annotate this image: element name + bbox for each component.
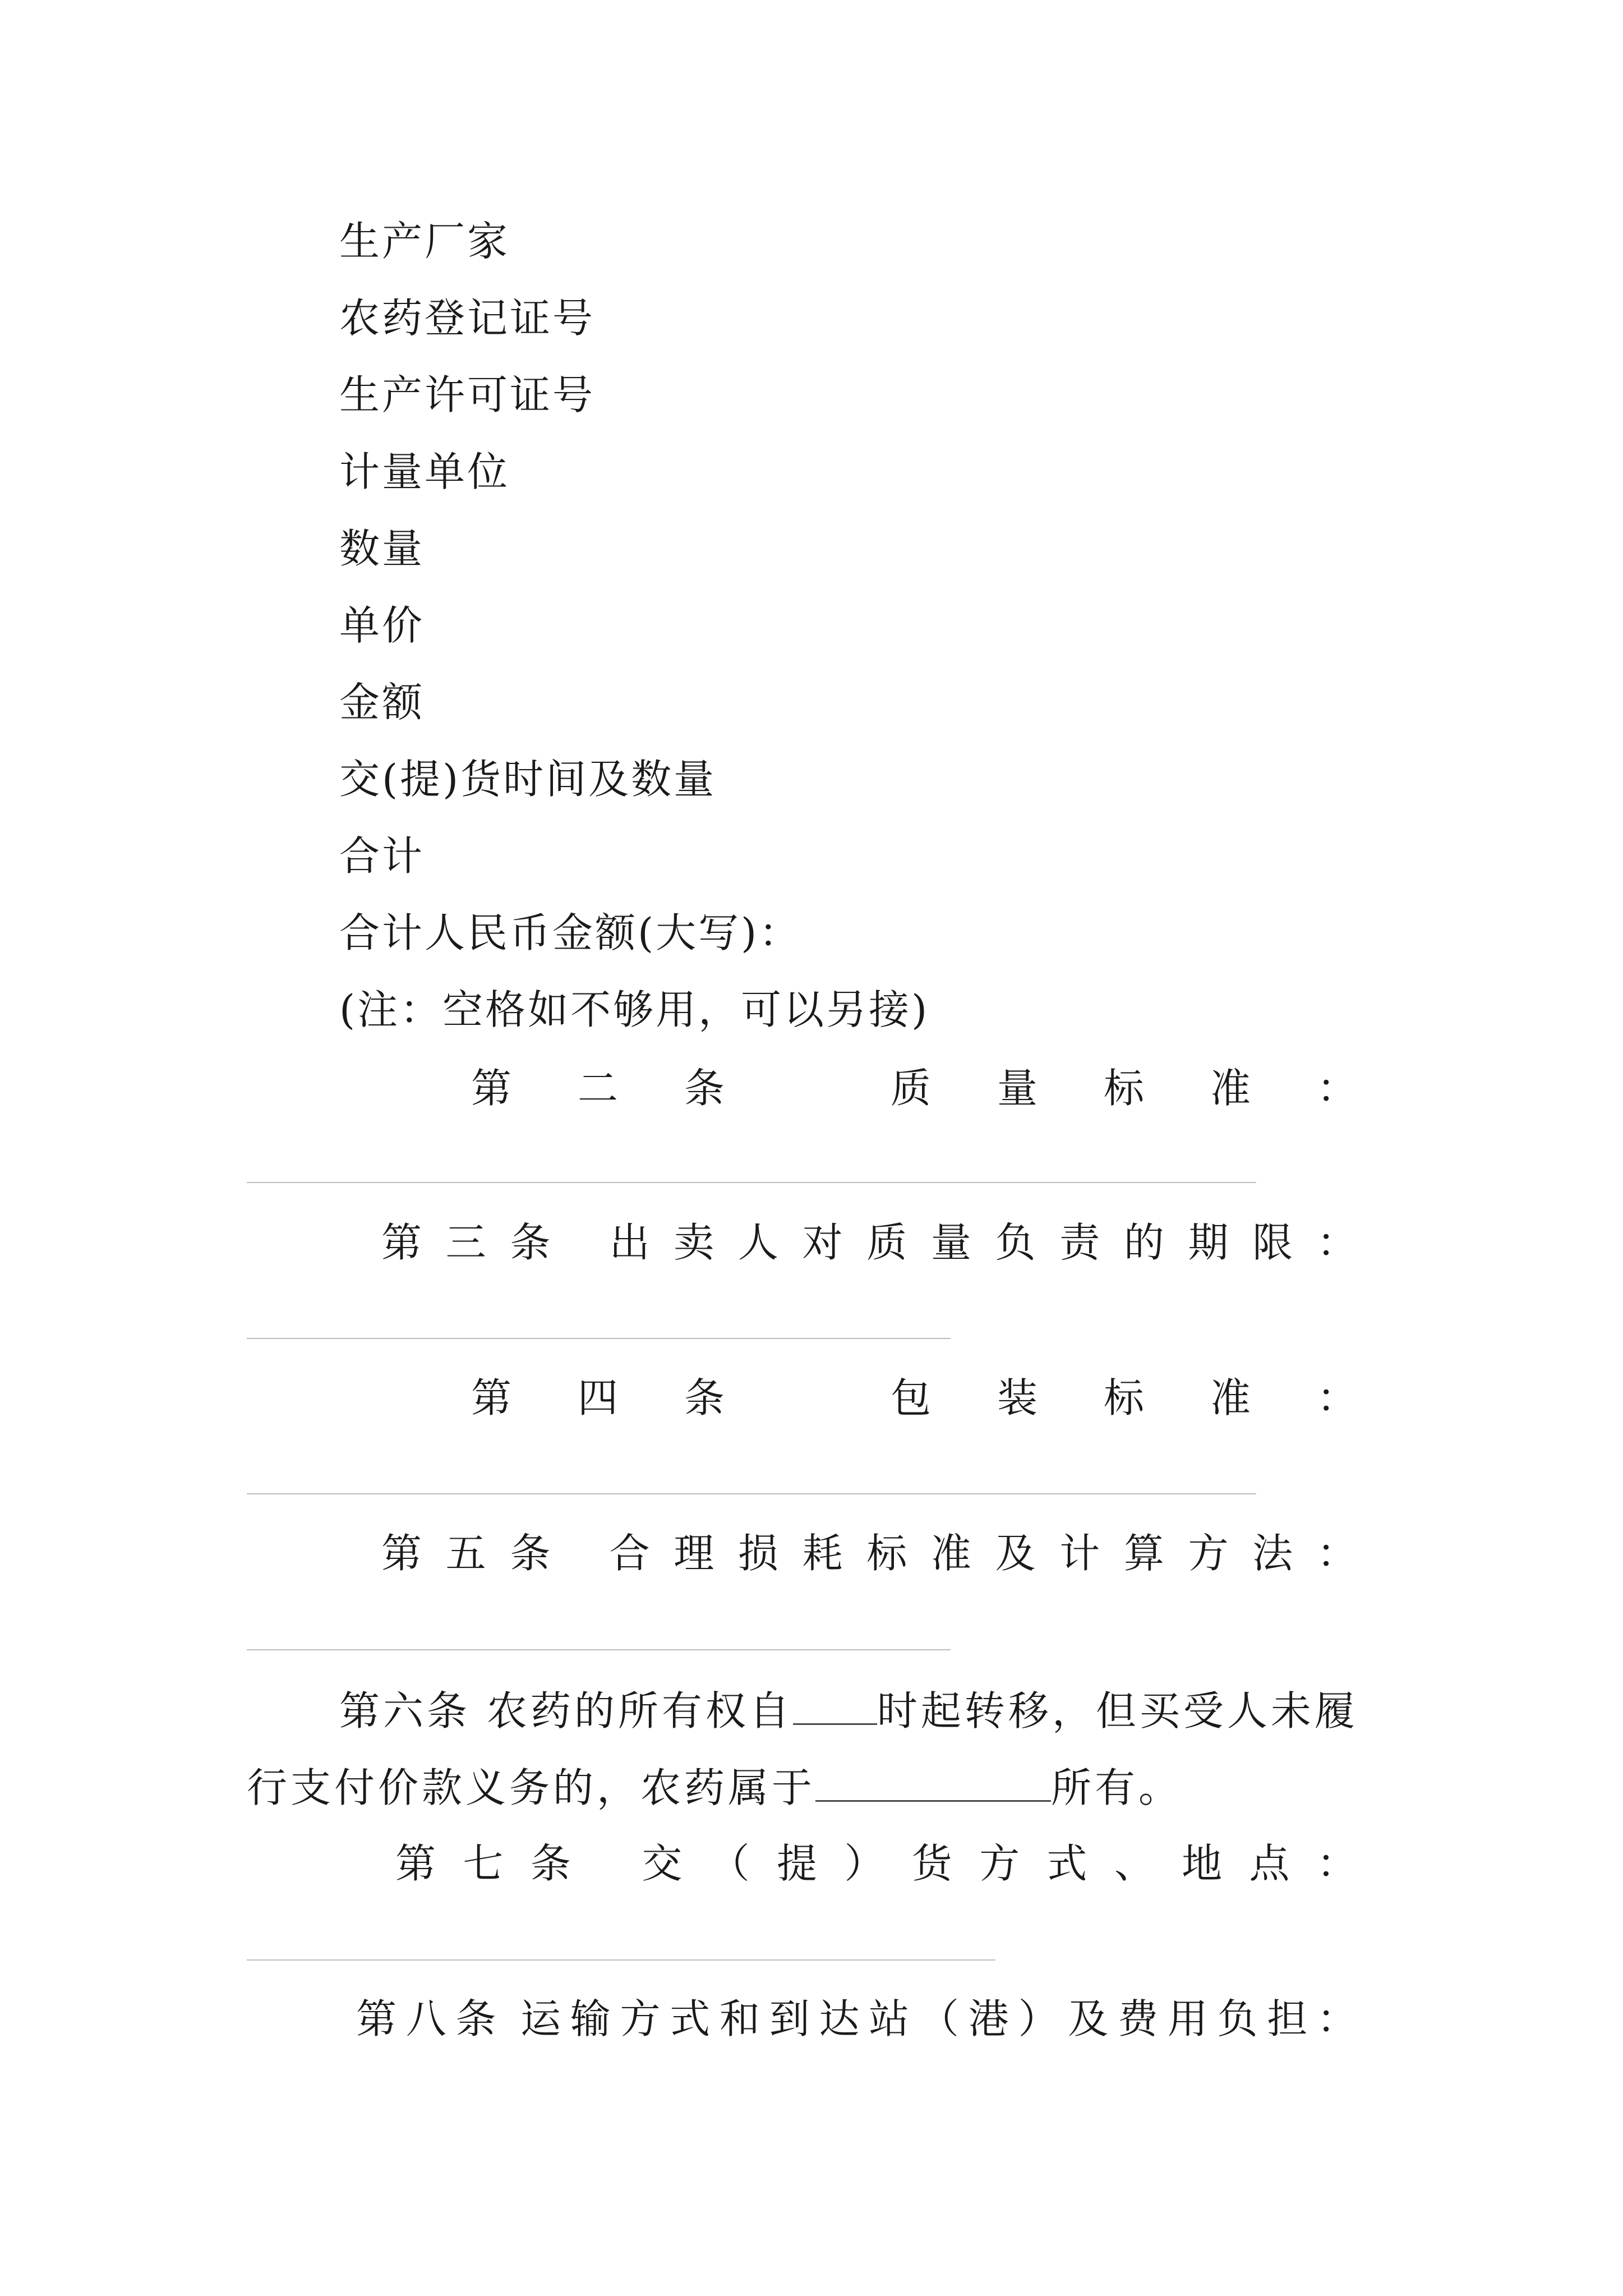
- char: 标: [866, 1530, 907, 1577]
- char: 点: [1249, 1840, 1290, 1887]
- char: 到: [769, 1995, 810, 2042]
- char: 标: [1103, 1374, 1144, 1421]
- char: ：: [1316, 1995, 1357, 2042]
- char: 准: [1210, 1065, 1251, 1112]
- char: 条: [455, 1995, 496, 2042]
- char: ）: [1018, 1995, 1059, 2042]
- char: 对: [802, 1219, 843, 1266]
- char: 用: [1167, 1995, 1208, 2042]
- char: 输: [570, 1995, 611, 2042]
- field-total: 合计: [339, 832, 425, 880]
- char: 港: [968, 1995, 1009, 2042]
- field-unit: 计量单位: [339, 448, 510, 495]
- char: 理: [674, 1530, 714, 1577]
- field-delivery-time: 交(提)货时间及数量: [339, 756, 717, 803]
- char: 卖: [674, 1219, 714, 1266]
- char: 条: [684, 1374, 725, 1421]
- char: 条: [510, 1219, 551, 1266]
- char: 货: [911, 1840, 952, 1887]
- char: 五: [445, 1530, 486, 1577]
- char: 出: [609, 1219, 650, 1266]
- note-extra-space: (注：空格如不够用，可以另接): [339, 986, 930, 1033]
- article-6-text: 行支付价款义务的，农药属于: [247, 1764, 816, 1811]
- fill-in-line: [247, 1959, 995, 1961]
- char: 计: [1059, 1530, 1100, 1577]
- field-amount: 金额: [339, 679, 425, 726]
- char: 二: [578, 1065, 619, 1112]
- char: 装: [997, 1374, 1038, 1421]
- char: 交: [642, 1840, 683, 1887]
- char: 及: [1068, 1995, 1109, 2042]
- char: 标: [1103, 1065, 1144, 1112]
- field-registration-no: 农药登记证号: [339, 295, 596, 342]
- char: ：: [1316, 1065, 1357, 1112]
- owner-blank: [815, 1765, 1051, 1802]
- article-7-heading: [395, 1838, 1357, 1889]
- fill-in-line: [247, 1649, 951, 1650]
- char: 量: [930, 1219, 971, 1266]
- char: ：: [1316, 1530, 1357, 1577]
- char: 损: [737, 1530, 778, 1577]
- article-6-line-2: [247, 1763, 1182, 1813]
- article-6-text: 第六条 农药的所有权自: [339, 1687, 793, 1734]
- char: 方: [620, 1995, 661, 2042]
- char: ：: [1316, 1374, 1357, 1421]
- char: 法: [1252, 1530, 1293, 1577]
- char: 方: [1188, 1530, 1229, 1577]
- char: 地: [1182, 1840, 1223, 1887]
- article-6-line-1: [339, 1686, 1358, 1736]
- char: 式: [670, 1995, 711, 2042]
- char: 第: [381, 1530, 422, 1577]
- fill-in-line: [247, 1493, 1256, 1494]
- char: 第: [471, 1374, 512, 1421]
- char: 条: [684, 1065, 725, 1112]
- article-8-heading: [356, 1994, 1357, 2044]
- char: 耗: [802, 1530, 843, 1577]
- char: 和: [719, 1995, 760, 2042]
- char: 第: [356, 1995, 397, 2042]
- char: 、: [1114, 1840, 1155, 1887]
- field-quantity: 数量: [339, 525, 425, 572]
- char: 算: [1123, 1530, 1164, 1577]
- char: ：: [1316, 1219, 1357, 1266]
- field-unit-price: 单价: [339, 602, 425, 649]
- char: 费: [1117, 1995, 1158, 2042]
- field-license-no: 生产许可证号: [339, 371, 596, 418]
- char: 量: [997, 1065, 1038, 1112]
- article-6-text: 时起转移，但买受人未履: [877, 1687, 1358, 1734]
- char: 提: [777, 1840, 818, 1887]
- article-2-heading: [471, 1063, 1357, 1114]
- char: 第: [381, 1219, 422, 1266]
- char: 三: [445, 1219, 486, 1266]
- char: （: [918, 1995, 959, 2042]
- char: 的: [1123, 1219, 1164, 1266]
- article-5-heading: [381, 1528, 1357, 1579]
- char: 责: [1059, 1219, 1100, 1266]
- char: 合: [609, 1530, 650, 1577]
- char: 八: [405, 1995, 446, 2042]
- article-4-heading: [471, 1373, 1357, 1423]
- article-6-text: 所有。: [1051, 1764, 1183, 1811]
- field-total-rmb: 合计人民币金额(大写)：: [339, 909, 802, 956]
- char: 第: [471, 1065, 512, 1112]
- article-3-heading: [381, 1217, 1357, 1268]
- fill-in-line: [247, 1182, 1256, 1183]
- char: ：: [1316, 1840, 1357, 1887]
- char: 及: [995, 1530, 1036, 1577]
- char: 期: [1188, 1219, 1229, 1266]
- char: 条: [510, 1530, 551, 1577]
- char: 包: [890, 1374, 931, 1421]
- char: 四: [578, 1374, 619, 1421]
- char: 准: [1210, 1374, 1251, 1421]
- char: 式: [1046, 1840, 1087, 1887]
- char: 第: [395, 1840, 436, 1887]
- char: 七: [463, 1840, 504, 1887]
- char: 限: [1252, 1219, 1293, 1266]
- char: 准: [930, 1530, 971, 1577]
- ownership-blank: [793, 1688, 877, 1725]
- char: 运: [520, 1995, 561, 2042]
- char: 条: [530, 1840, 571, 1887]
- char: 方: [979, 1840, 1020, 1887]
- char: 负: [995, 1219, 1036, 1266]
- char: 达: [819, 1995, 860, 2042]
- char: 质: [890, 1065, 931, 1112]
- char: 质: [866, 1219, 907, 1266]
- fill-in-line: [247, 1338, 951, 1339]
- field-manufacturer: 生产厂家: [339, 218, 510, 265]
- char: ）: [844, 1840, 885, 1887]
- char: 站: [869, 1995, 910, 2042]
- char: 人: [737, 1219, 778, 1266]
- char: （: [709, 1840, 750, 1887]
- char: 担: [1267, 1995, 1308, 2042]
- char: 负: [1217, 1995, 1258, 2042]
